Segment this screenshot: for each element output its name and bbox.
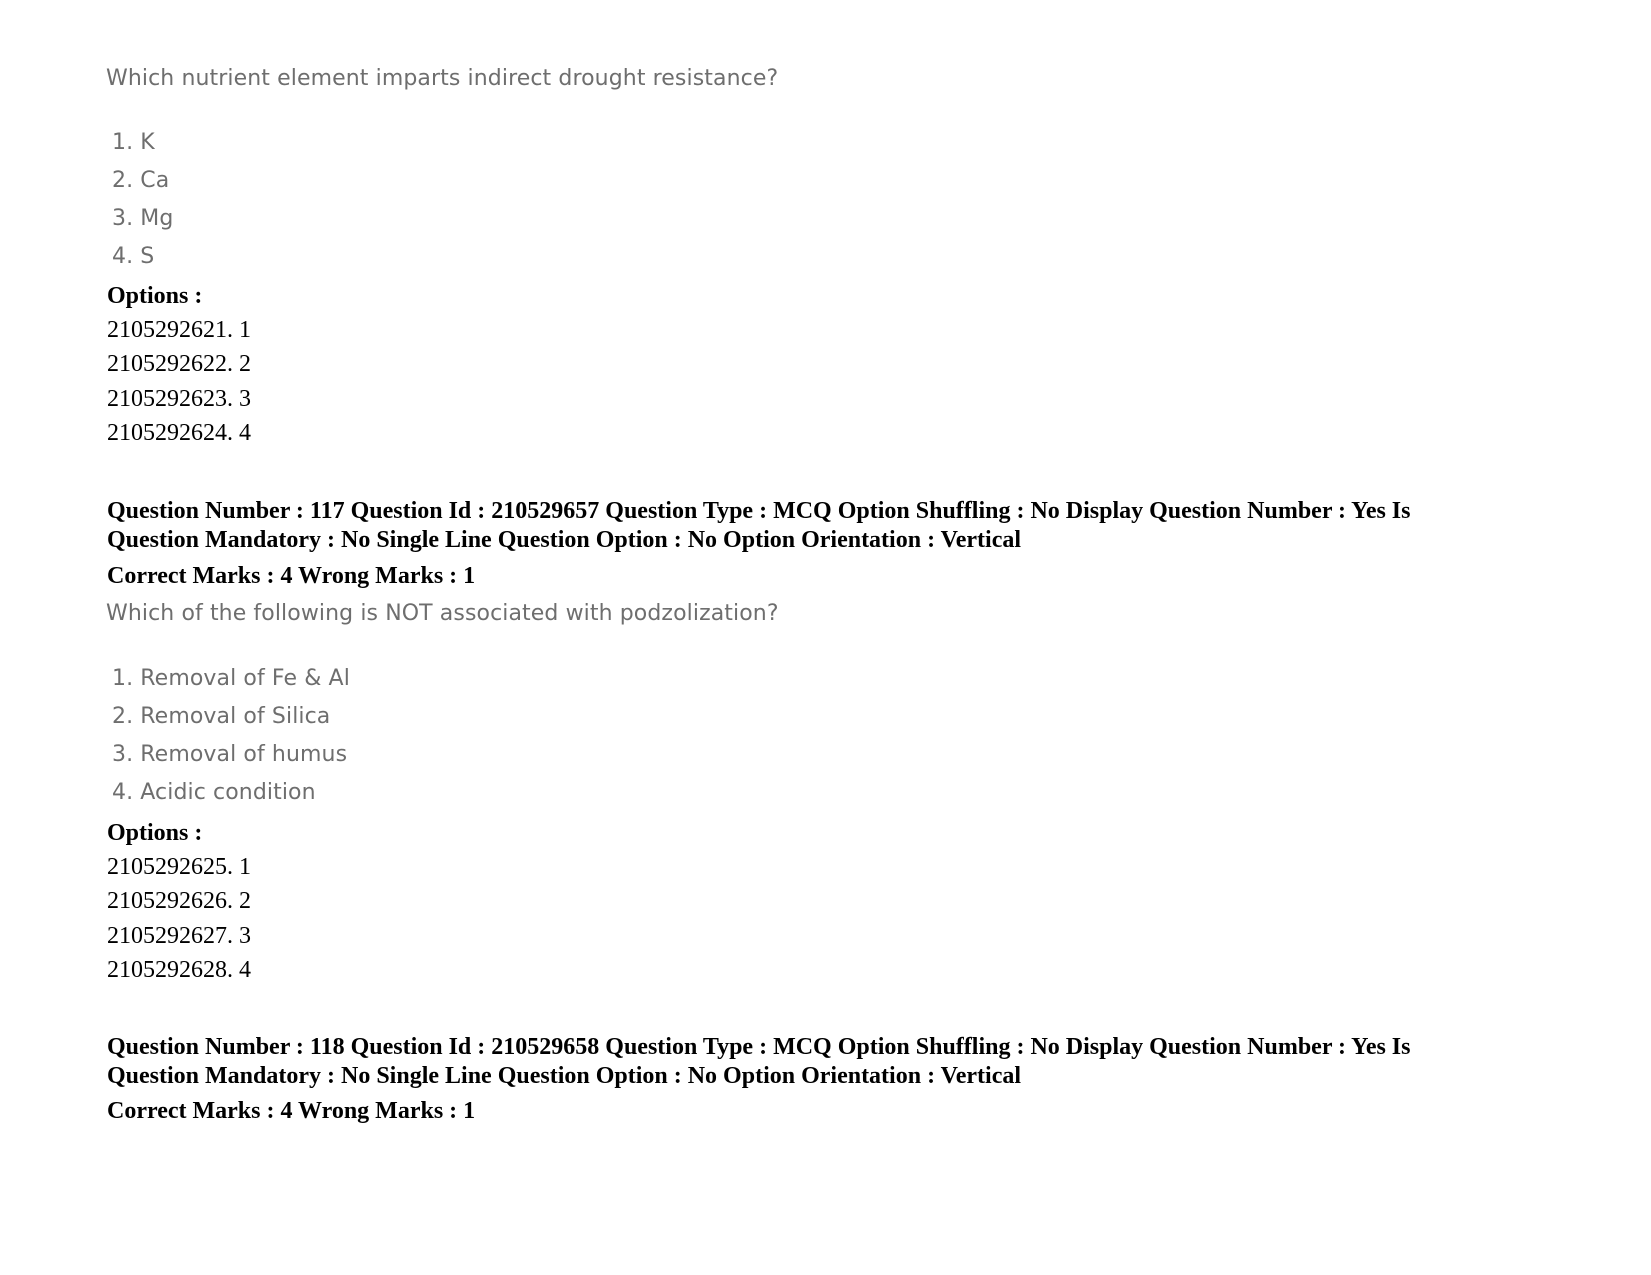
choice-item: 2. Ca: [112, 168, 170, 193]
choice-item: 4. S: [112, 244, 155, 269]
option-item: 2105292624. 4: [107, 420, 251, 446]
choice-item: 1. Removal of Fe & Al: [112, 666, 350, 691]
marks-line: Correct Marks : 4 Wrong Marks : 1: [107, 563, 476, 589]
question-meta-line: Question Number : 118 Question Id : 210529658 Question Type : MCQ Option Shuffling : No Display Question Number : Yes Is: [107, 1034, 1411, 1060]
option-item: 2105292626. 2: [107, 888, 251, 914]
choice-item: 2. Removal of Silica: [112, 704, 331, 729]
options-label: Options :: [107, 283, 203, 309]
option-item: 2105292623. 3: [107, 386, 251, 412]
question-meta: [107, 497, 1507, 555]
choice-item: 4. Acidic condition: [112, 780, 316, 805]
option-item: 2105292622. 2: [107, 351, 251, 377]
marks-line: Correct Marks : 4 Wrong Marks : 1: [107, 1098, 476, 1124]
question-text: Which of the following is NOT associated with podzolization?: [106, 601, 779, 626]
option-item: 2105292625. 1: [107, 854, 251, 880]
choice-item: 3. Removal of humus: [112, 742, 348, 767]
choice-item: 3. Mg: [112, 206, 174, 231]
question-meta: [107, 1033, 1507, 1091]
choice-item: 1. K: [112, 130, 155, 155]
option-item: 2105292627. 3: [107, 923, 251, 949]
question-meta-line: Question Number : 117 Question Id : 210529657 Question Type : MCQ Option Shuffling : No Display Question Number : Yes Is: [107, 498, 1411, 524]
question-meta-line: Question Mandatory : No Single Line Question Option : No Option Orientation : Vertical: [107, 527, 1022, 553]
option-item: 2105292628. 4: [107, 957, 251, 983]
question-meta-line: Question Mandatory : No Single Line Question Option : No Option Orientation : Vertical: [107, 1063, 1022, 1089]
question-text: Which nutrient element imparts indirect drought resistance?: [106, 66, 779, 91]
options-label: Options :: [107, 820, 203, 846]
option-item: 2105292621. 1: [107, 317, 251, 343]
